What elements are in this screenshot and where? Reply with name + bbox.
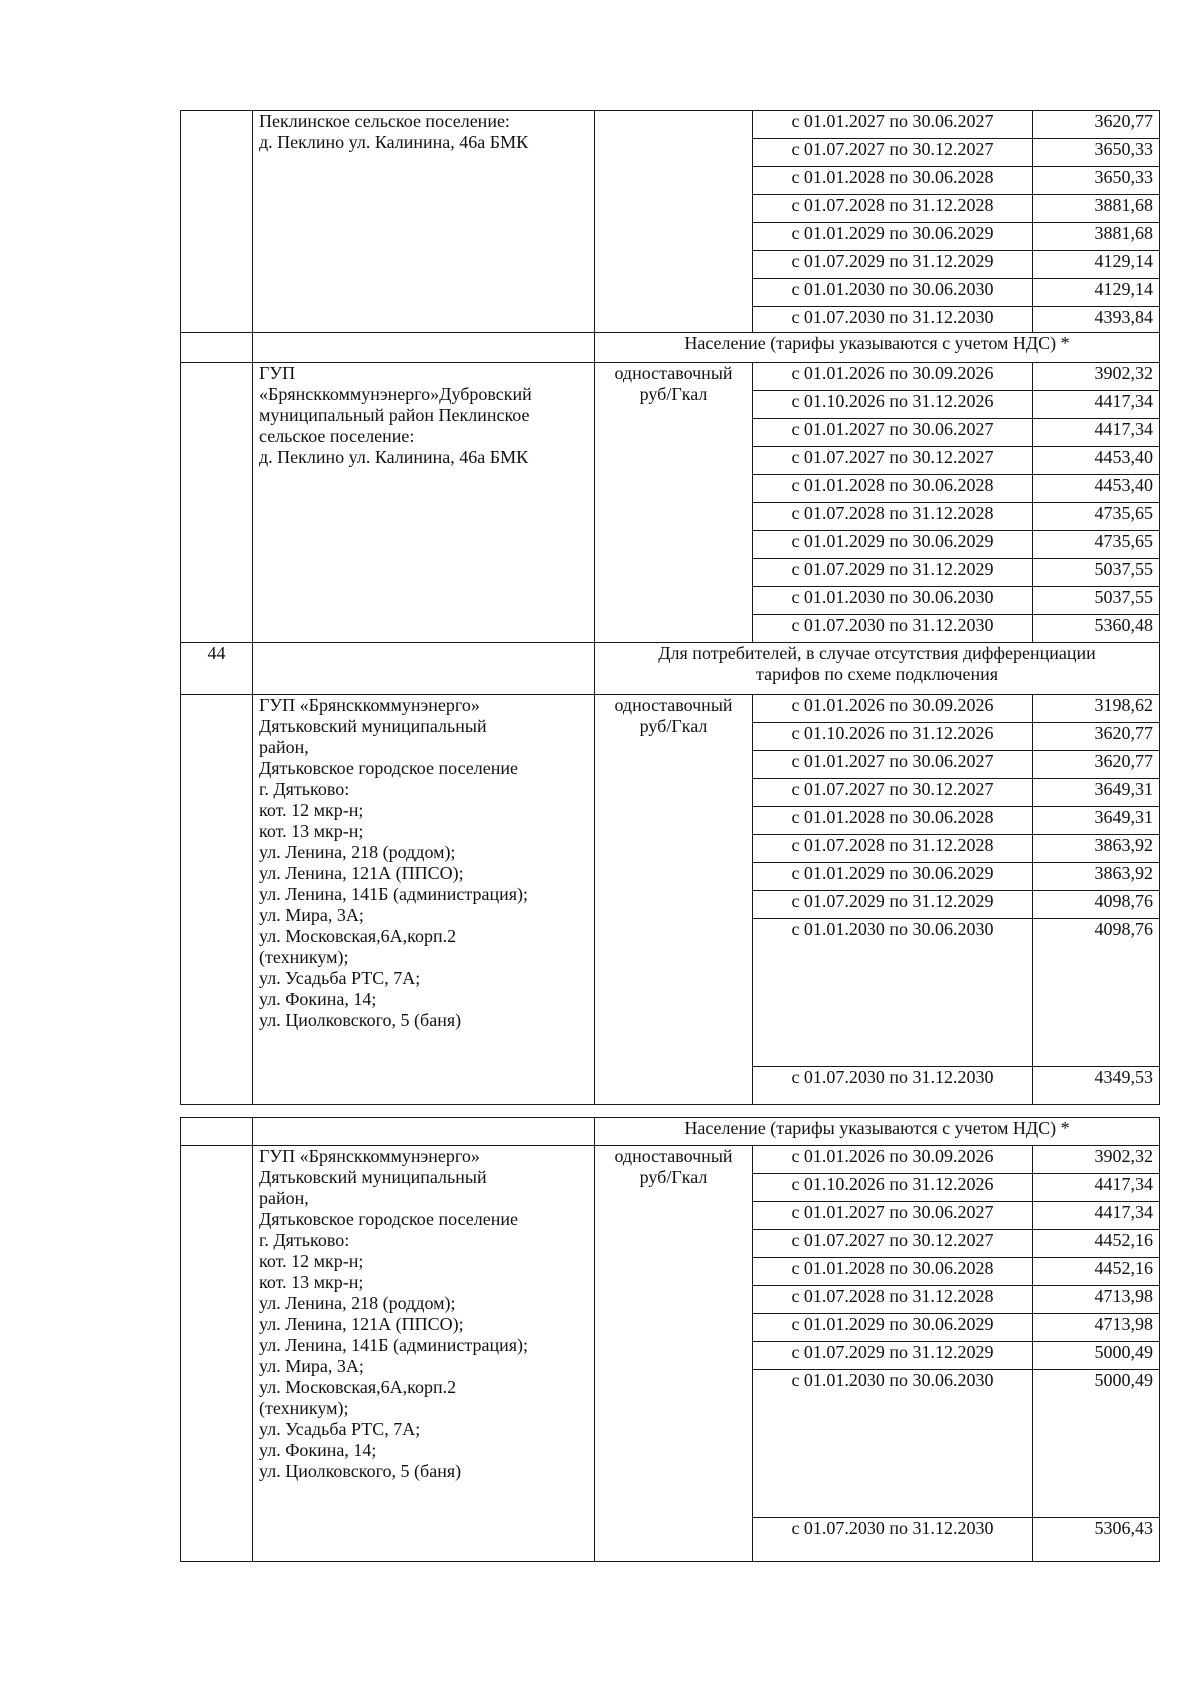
- tariff-table-block-2: [180, 332, 1160, 643]
- period-cell: с 01.01.2026 по 30.09.2026: [753, 695, 1033, 723]
- tariff-value-cell: 4713,98: [1033, 1286, 1160, 1314]
- period-cell: с 01.01.2029 по 30.06.2029: [753, 1314, 1033, 1342]
- empty-cell: [253, 333, 595, 363]
- org-line: ул. Мира, 3А;: [259, 905, 364, 925]
- tariff-value-cell: 5306,43: [1033, 1518, 1160, 1562]
- method-cell: [595, 1146, 753, 1562]
- tariff-value-cell: 3881,68: [1033, 223, 1160, 251]
- tariff-value-cell: 3902,32: [1033, 363, 1160, 391]
- org-line: кот. 12 мкр-н;: [259, 800, 364, 820]
- tariff-value-cell: 3650,33: [1033, 167, 1160, 195]
- org-line: «Брянсккоммунэнерго»Дубровский: [259, 384, 532, 404]
- period-cell: с 01.01.2029 по 30.06.2029: [753, 863, 1033, 891]
- org-line: ул. Циолковского, 5 (баня): [259, 1461, 462, 1481]
- method-cell: [595, 363, 753, 643]
- org-line: муниципальный район Пеклинское: [259, 405, 530, 425]
- org-line: ул. Ленина, 121А (ППСО);: [259, 1314, 464, 1334]
- tariff-value-cell: 4735,65: [1033, 531, 1160, 559]
- period-cell: с 01.01.2028 по 30.06.2028: [753, 1258, 1033, 1286]
- tariff-table-block-4: [180, 1117, 1160, 1562]
- period-cell: с 01.01.2029 по 30.06.2029: [753, 531, 1033, 559]
- tariff-value-cell: 5360,48: [1033, 615, 1160, 643]
- period-cell: с 01.07.2030 по 31.12.2030: [753, 1067, 1033, 1105]
- period-cell: с 01.01.2030 по 30.06.2030: [753, 919, 1033, 1067]
- tariff-value-cell: 3198,62: [1033, 695, 1160, 723]
- period-cell: с 01.01.2028 по 30.06.2028: [753, 167, 1033, 195]
- org-line: ул. Циолковского, 5 (баня): [259, 1010, 462, 1030]
- period-cell: с 01.01.2028 по 30.06.2028: [753, 807, 1033, 835]
- method-line: руб/Гкал: [639, 1167, 708, 1187]
- tariff-value-cell: 3863,92: [1033, 835, 1160, 863]
- section-header: Население (тарифы указываются с учетом НДС) *: [595, 1118, 1160, 1146]
- period-cell: с 01.07.2030 по 31.12.2030: [753, 1518, 1033, 1562]
- section-header: [595, 643, 1160, 695]
- period-cell: с 01.10.2026 по 31.12.2026: [753, 723, 1033, 751]
- number-cell: [181, 1118, 253, 1146]
- number-cell: [181, 363, 253, 643]
- number-cell: [181, 695, 253, 1105]
- period-cell: с 01.07.2027 по 30.12.2027: [753, 447, 1033, 475]
- period-cell: с 01.10.2026 по 31.12.2026: [753, 1174, 1033, 1202]
- org-line: ул. Фокина, 14;: [259, 989, 377, 1009]
- organization-cell: [253, 363, 595, 643]
- section-header: Население (тарифы указываются с учетом НДС) *: [595, 333, 1160, 363]
- empty-cell: [253, 643, 595, 695]
- tariff-value-cell: 3902,32: [1033, 1146, 1160, 1174]
- period-cell: с 01.01.2027 по 30.06.2027: [753, 751, 1033, 779]
- method-cell: [595, 695, 753, 1105]
- tariff-value-cell: 4349,53: [1033, 1067, 1160, 1105]
- tariff-value-cell: 5000,49: [1033, 1370, 1160, 1518]
- org-line: Дятьковский муниципальный: [259, 716, 487, 736]
- period-cell: с 01.07.2028 по 31.12.2028: [753, 1286, 1033, 1314]
- org-line: д. Пеклино ул. Калинина, 46а БМК: [259, 132, 529, 152]
- tariff-value-cell: 3650,33: [1033, 139, 1160, 167]
- period-cell: с 01.07.2029 по 31.12.2029: [753, 1342, 1033, 1370]
- tariff-value-cell: 4417,34: [1033, 1174, 1160, 1202]
- row-number: 44: [181, 643, 253, 695]
- org-line: ГУП «Брянсккоммунэнерго»: [259, 695, 480, 715]
- number-cell: [181, 333, 253, 363]
- period-cell: с 01.07.2028 по 31.12.2028: [753, 835, 1033, 863]
- tariff-table-block-1: [180, 110, 1160, 333]
- number-cell: [181, 111, 253, 333]
- method-cell: [595, 111, 753, 333]
- org-line: Дятьковский муниципальный: [259, 1167, 487, 1187]
- tariff-value-cell: 3620,77: [1033, 723, 1160, 751]
- organization-cell: [253, 1146, 595, 1562]
- period-cell: с 01.01.2029 по 30.06.2029: [753, 223, 1033, 251]
- method-line: одноставочный: [614, 695, 733, 715]
- tariff-value-cell: 4735,65: [1033, 503, 1160, 531]
- method-line: одноставочный: [614, 363, 733, 383]
- org-line: ул. Фокина, 14;: [259, 1440, 377, 1460]
- tariff-value-cell: 3881,68: [1033, 195, 1160, 223]
- empty-cell: [253, 1118, 595, 1146]
- tariff-value-cell: 4098,76: [1033, 919, 1160, 1067]
- organization-cell: [253, 695, 595, 1105]
- org-line: ул. Ленина, 121А (ППСО);: [259, 863, 464, 883]
- period-cell: с 01.07.2027 по 30.12.2027: [753, 139, 1033, 167]
- period-cell: с 01.07.2028 по 31.12.2028: [753, 503, 1033, 531]
- org-line: ГУП «Брянсккоммунэнерго»: [259, 1146, 480, 1166]
- period-cell: с 01.07.2028 по 31.12.2028: [753, 195, 1033, 223]
- org-line: г. Дятьково:: [259, 1230, 350, 1250]
- org-line: Пеклинское сельское поселение:: [259, 111, 510, 131]
- period-cell: с 01.01.2027 по 30.06.2027: [753, 1202, 1033, 1230]
- org-line: ул. Ленина, 141Б (администрация);: [259, 1335, 529, 1355]
- tariff-value-cell: 4452,16: [1033, 1258, 1160, 1286]
- header-line: тарифов по схеме подключения: [756, 664, 999, 684]
- tariff-value-cell: 4417,34: [1033, 419, 1160, 447]
- tariff-value-cell: 3620,77: [1033, 111, 1160, 139]
- tariff-value-cell: 3863,92: [1033, 863, 1160, 891]
- org-line: ул. Усадьба РТС, 7А;: [259, 968, 421, 988]
- org-line: г. Дятьково:: [259, 779, 350, 799]
- org-line: кот. 12 мкр-н;: [259, 1251, 364, 1271]
- org-line: кот. 13 мкр-н;: [259, 1272, 364, 1292]
- period-cell: с 01.01.2030 по 30.06.2030: [753, 587, 1033, 615]
- org-line: ул. Ленина, 218 (роддом);: [259, 1293, 456, 1313]
- org-line: ул. Ленина, 141Б (администрация);: [259, 884, 529, 904]
- tariff-value-cell: 4393,84: [1033, 307, 1160, 333]
- tariff-value-cell: 4453,40: [1033, 447, 1160, 475]
- period-cell: с 01.01.2026 по 30.09.2026: [753, 363, 1033, 391]
- tariff-value-cell: 5000,49: [1033, 1342, 1160, 1370]
- org-line: ГУП: [259, 363, 296, 383]
- tariff-value-cell: 3620,77: [1033, 751, 1160, 779]
- org-line: ул. Ленина, 218 (роддом);: [259, 842, 456, 862]
- tariff-value-cell: 4453,40: [1033, 475, 1160, 503]
- organization-cell: [253, 111, 595, 333]
- org-line: Дятьковское городское поселение: [259, 1209, 518, 1229]
- org-line: (техникум);: [259, 1398, 349, 1418]
- period-cell: с 01.01.2030 по 30.06.2030: [753, 1370, 1033, 1518]
- period-cell: с 01.10.2026 по 31.12.2026: [753, 391, 1033, 419]
- org-line: ул. Московская,6А,корп.2: [259, 1377, 457, 1397]
- tariff-value-cell: 4452,16: [1033, 1230, 1160, 1258]
- period-cell: с 01.01.2028 по 30.06.2028: [753, 475, 1033, 503]
- org-line: сельское поселение:: [259, 426, 415, 446]
- tariff-value-cell: 4417,34: [1033, 391, 1160, 419]
- tariff-value-cell: 4417,34: [1033, 1202, 1160, 1230]
- period-cell: с 01.01.2027 по 30.06.2027: [753, 419, 1033, 447]
- tariff-value-cell: 5037,55: [1033, 587, 1160, 615]
- tariff-value-cell: 5037,55: [1033, 559, 1160, 587]
- org-line: ул. Московская,6А,корп.2: [259, 926, 457, 946]
- period-cell: с 01.07.2029 по 31.12.2029: [753, 891, 1033, 919]
- header-line: Для потребителей, в случае отсутствия дифференциации: [658, 643, 1096, 663]
- tariff-value-cell: 4713,98: [1033, 1314, 1160, 1342]
- tariff-value-cell: 4129,14: [1033, 279, 1160, 307]
- org-line: Дятьковское городское поселение: [259, 758, 518, 778]
- period-cell: с 01.07.2029 по 31.12.2029: [753, 251, 1033, 279]
- method-line: руб/Гкал: [639, 384, 708, 404]
- tariff-value-cell: 3649,31: [1033, 779, 1160, 807]
- org-line: ул. Усадьба РТС, 7А;: [259, 1419, 421, 1439]
- number-cell: [181, 1146, 253, 1562]
- tariff-value-cell: 3649,31: [1033, 807, 1160, 835]
- period-cell: с 01.01.2026 по 30.09.2026: [753, 1146, 1033, 1174]
- tariff-value-cell: 4098,76: [1033, 891, 1160, 919]
- period-cell: с 01.01.2027 по 30.06.2027: [753, 111, 1033, 139]
- org-line: кот. 13 мкр-н;: [259, 821, 364, 841]
- org-line: (техникум);: [259, 947, 349, 967]
- period-cell: с 01.07.2029 по 31.12.2029: [753, 559, 1033, 587]
- method-line: одноставочный: [614, 1146, 733, 1166]
- org-line: район,: [259, 1188, 309, 1208]
- period-cell: с 01.07.2027 по 30.12.2027: [753, 779, 1033, 807]
- org-line: д. Пеклино ул. Калинина, 46а БМК: [259, 447, 529, 467]
- period-cell: с 01.01.2030 по 30.06.2030: [753, 279, 1033, 307]
- tariff-value-cell: 4129,14: [1033, 251, 1160, 279]
- period-cell: с 01.07.2030 по 31.12.2030: [753, 307, 1033, 333]
- period-cell: с 01.07.2027 по 30.12.2027: [753, 1230, 1033, 1258]
- org-line: район,: [259, 737, 309, 757]
- method-line: руб/Гкал: [639, 716, 708, 736]
- org-line: ул. Мира, 3А;: [259, 1356, 364, 1376]
- period-cell: с 01.07.2030 по 31.12.2030: [753, 615, 1033, 643]
- tariff-table-block-3: [180, 642, 1160, 1105]
